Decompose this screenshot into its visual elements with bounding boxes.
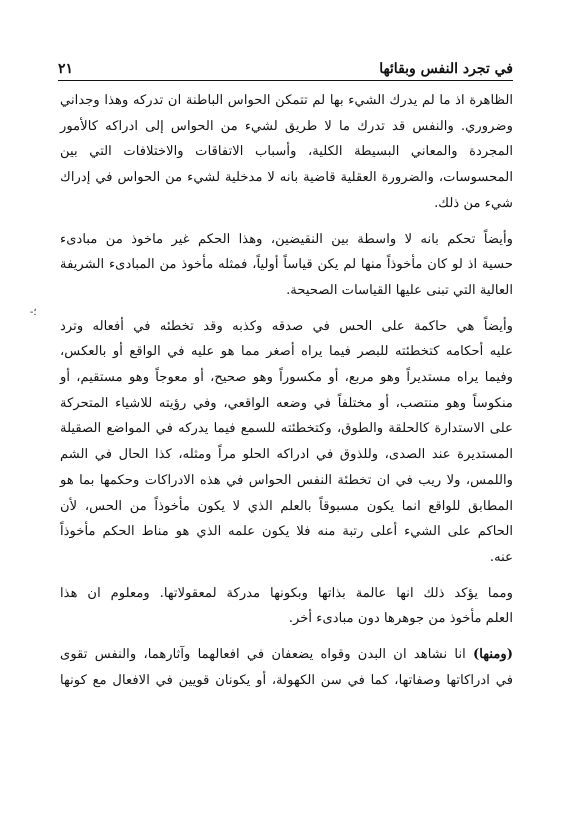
running-title: في تجرد النفس وبقائها [379, 61, 513, 77]
paragraph [60, 642, 513, 693]
text-line: العالية التي تبنى عليها القياسات الصحيحة. [286, 282, 513, 298]
text-line: عليه أحكامه كتخطئته للبصر فيما يراه أصغر مما هو عليه في الواقع أو بالعكس، [60, 344, 513, 360]
text-line: شيء من ذلك. [434, 195, 513, 211]
text-run: انا نشاهد ان البدن وقواه يضعفان في افعالهما وآثارهما، والنفس تقوى [60, 647, 473, 663]
text-line: على الاستدارة كالحلقة والطوق، وكتخطئته للسمع فيما يدركه في المواضع الصقيلة [60, 421, 513, 437]
text-line: منكوساً وهو منتصب، أو مختلفاً في وضعه الواقعي، وفي رؤيته للاشياء المتحركة [60, 395, 513, 411]
page-number: ٢١ [58, 61, 74, 77]
text-line: حسية اذ لو كان مأخوذاً منها لم يكن قياساً أولياً، فمثله مأخوذ من المبادىء الشريفة [60, 257, 513, 273]
text-line: في ادراكاتها وصفاتها، كما في سن الكهولة، أو يكونان قويين في الافعال مع كونها [60, 672, 513, 688]
text-line: العلم مأخوذ من جوهرها دون مبادىء أخر. [288, 611, 513, 627]
text-line: المحسوسات، والضرورة العقلية قاضية بانه لا مدخلية لشيء من الحواس في إدراك [60, 170, 513, 186]
text-line: الظاهرة اذ ما لم يدرك الشيء بها لم تتمكن الحواس الباطنة ان تدركه وهذا وجداني [60, 93, 513, 108]
text-line: المستديرة عند الصدى، وللذوق في ادراكه الحلو مراً ومثله، كذا الحال في الشم [60, 447, 513, 463]
text-line: وفيما يراه مستديراً وهو مربع، أو مكسوراً وهو صحيح، أو معوجاً وهو مستقيم، أو [60, 370, 513, 386]
text-line: الحاكم على الشيء أعلى رتبة منه فلا يكون علمه الذي هو مناط الحكم مأخوذاً [60, 524, 513, 540]
body-text [60, 88, 513, 693]
paragraph [60, 581, 513, 632]
paragraph [60, 314, 513, 571]
paragraph [60, 227, 513, 304]
text-line: المطابق للواقع انما يكون مسبوقاً بالعلم الذي لا يكون مأخوذاً من الحس، لأن [60, 498, 513, 514]
text-line: واللمس، ولا ريب في ان تخطئة النفس الحواس في هذه الادراكات وحكمها بما هو [60, 472, 513, 488]
text-line: ومما يؤكد ذلك انها عالمة بذاتها وبكونها مدركة لمعقولاتها. ومعلوم ان هذا [60, 585, 513, 601]
paragraph [60, 88, 513, 217]
text-line: وضروري. والنفس قد تدرك ما لا طريق لشيء من الحواس إلى ادراكه كالأمور [60, 118, 513, 134]
text-line: وأيضاً هي حاكمة على الحس في صدقه وكذبه وقد تخطئه في أفعاله وترد [60, 318, 513, 334]
text-line [60, 642, 513, 668]
page-header [58, 58, 513, 81]
text-line: عنه. [489, 549, 513, 565]
text-line: وأيضاً تحكم بانه لا واسطة بين النقيضين، وهذا الحكم غير ماخوذ من مبادىء [60, 231, 513, 247]
margin-mark: -؛ [30, 307, 37, 318]
text-line: المجردة والمعاني البسيطة الكلية، وأسباب الاتفاقات والاختلافات التي بين [60, 144, 513, 160]
bold-lead: (ومنها) [473, 647, 513, 663]
